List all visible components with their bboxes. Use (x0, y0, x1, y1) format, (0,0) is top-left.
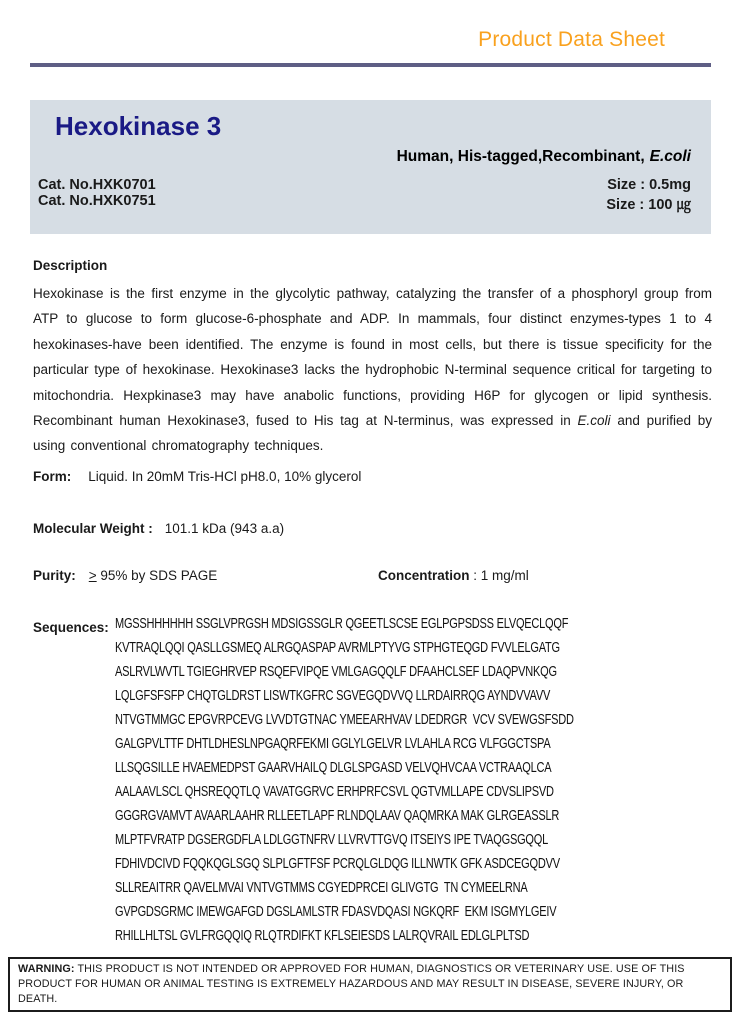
form-value: Liquid. In 20mM Tris-HCl pH8.0, 10% glycerol (88, 469, 362, 484)
form-row (33, 469, 361, 484)
concentration-row (378, 568, 529, 583)
description-heading: Description (33, 258, 108, 273)
concentration-label: Concentration (378, 568, 470, 583)
description-organism: E.coli (577, 413, 611, 429)
description-text-after: and purified by using conventional chromatography techniques. (33, 413, 713, 454)
sequence-line: AALAAVLSCL QHSREQQTLQ VAVATGGRVC ERHPRFCSVL QGTVMLLAPE CDVSLIPSVD (115, 784, 554, 800)
catalog-number-2: Cat. No.HXK0751 (38, 193, 156, 209)
sequence-line: ASLRVLWVTL TGIEGHRVEP RSQEFVIPQE VMLGAGQQLF DFAAHCLSEF LDAQPVNKQG (115, 664, 557, 680)
product-subtitle-organism: E.coli (649, 148, 691, 165)
sequence-line: GALGPVLTTF DHTLDHESLNPGAQRFEKMI GGLYLGELVR LVLAHLA RCG VLFGGCTSPA (115, 736, 551, 752)
product-name: Hexokinase 3 (55, 111, 222, 141)
sequence-line: GGGRGVAMVT AVAARLAAHR RLLEETLAPF RLNDQLAAV QAQMRKA MAK GLRGEASSLR (115, 808, 560, 824)
warning-text: THIS PRODUCT IS NOT INTENDED OR APPROVED FOR HUMAN, DIAGNOSTICS OR VETERINARY USE. USE OF THIS PRODUCT FOR HUMAN OR ANIMAL TESTING IS EXTREMELY HAZARDOUS AND MAY RESULT IN DISEASE, SEVERE INJURY, OR DEATH. (18, 963, 685, 1005)
purity-label: Purity: (33, 568, 76, 583)
molecular-weight-label: Molecular Weight : (33, 521, 153, 536)
sequence-line: NTVGTMMGC EPGVRPCEVG LVVDTGTNAC YMEEARHVAV LDEDRGR VCV SVEWGSFSDD (115, 712, 574, 728)
molecular-weight-row (33, 521, 284, 536)
warning-box (8, 957, 732, 1012)
sequence-line: FDHIVDCIVD FQQKQGLSGQ SLPLGFTFSF PCRQLGLDQG ILLNWTK GFK ASDCEGQDVV (115, 856, 560, 872)
product-header-box (30, 100, 711, 234)
description-text: Hexokinase is the first enzyme in the glycolytic pathway, catalyzing the transfer of a phosphoryl group from ATP to glucose to form glucose-6-phosphate and ADP. In mammals, four distinct enzymes-types 1 to 4 hexokinases-have been identified. The enzyme is found in most cells, but there is tissue specificity for the particular type of hexokinase. Hexokinase3 lacks the hydrophobic N-terminal sequence critical for targeting to mitochondria. Hexpkinase3 may have anabolic functions, providing H6P for glycogen or lipid synthesis. Recombinant human Hexokinase3, fused to His tag at N-terminus, was expressed in (33, 286, 712, 429)
catalog-number-1: Cat. No.HXK0701 (38, 177, 156, 193)
description-body (33, 281, 712, 459)
molecular-weight-value: 101.1 kDa (943 a.a) (164, 521, 285, 536)
purity-gte-sign: > (88, 568, 97, 583)
sequence-line: MLPTFVRATP DGSERGDFLA LDLGGTNFRV LLVRVTTGVQ ITSEIYS IPE TVAQGSGQQL (115, 832, 549, 848)
sequence-line: LQLGFSFSFP CHQTGLDRST LISWTKGFRC SGVEGQDVVQ LLRDAIRRQG AYNDVVAVV (115, 688, 551, 704)
sequence-block (115, 616, 719, 952)
purity-value: 95% by SDS PAGE (96, 568, 218, 583)
sequence-line: LLSQGSILLE HVAEMEDPST GAARVHAILQ DLGLSPGASD VELVQHVCAA VCTRAAQLCA (115, 760, 552, 776)
page-title: Product Data Sheet (478, 28, 665, 51)
sequence-line: KVTRAQLQQI QASLLGSMEQ ALRGQASPAP AVRMLPTYVG STPHGTEQGD FVVLELGATG (115, 640, 560, 656)
warning-label: WARNING: (18, 963, 75, 975)
sequence-line: RHILLHLTSL GVLFRGQQIQ RLQTRDIFKT KFLSEIESDS LALRQVRAIL EDLGLPLTSD (115, 928, 530, 944)
purity-row (33, 568, 217, 583)
sequence-line: MGSSHHHHHH SSGLVPRGSH MDSIGSSGLR QGEETLSCSE EGLPGPSDSS ELVQECLQQF (115, 616, 569, 632)
size-1: Size : 0.5mg (607, 177, 691, 193)
size-2: Size : 100 ㎍ (606, 197, 691, 213)
product-subtitle-text: Human, His-tagged,Recombinant, (396, 148, 645, 165)
header-rule (30, 63, 711, 67)
sequence-line: SLLREAITRR QAVELMVAI VNTVGTMMS CGYEDPRCEI GLIVGTG TN CYMEELRNA (115, 880, 528, 896)
sequence-line: GVPGDSGRMC IMEWGAFGD DGSLAMLSTR FDASVDQASI NGKQRF EKM ISGMYLGEIV (115, 904, 557, 920)
product-subtitle (397, 148, 691, 166)
concentration-value: : 1 mg/ml (469, 568, 529, 583)
form-label: Form: (33, 469, 72, 484)
sequences-label: Sequences: (33, 620, 109, 635)
